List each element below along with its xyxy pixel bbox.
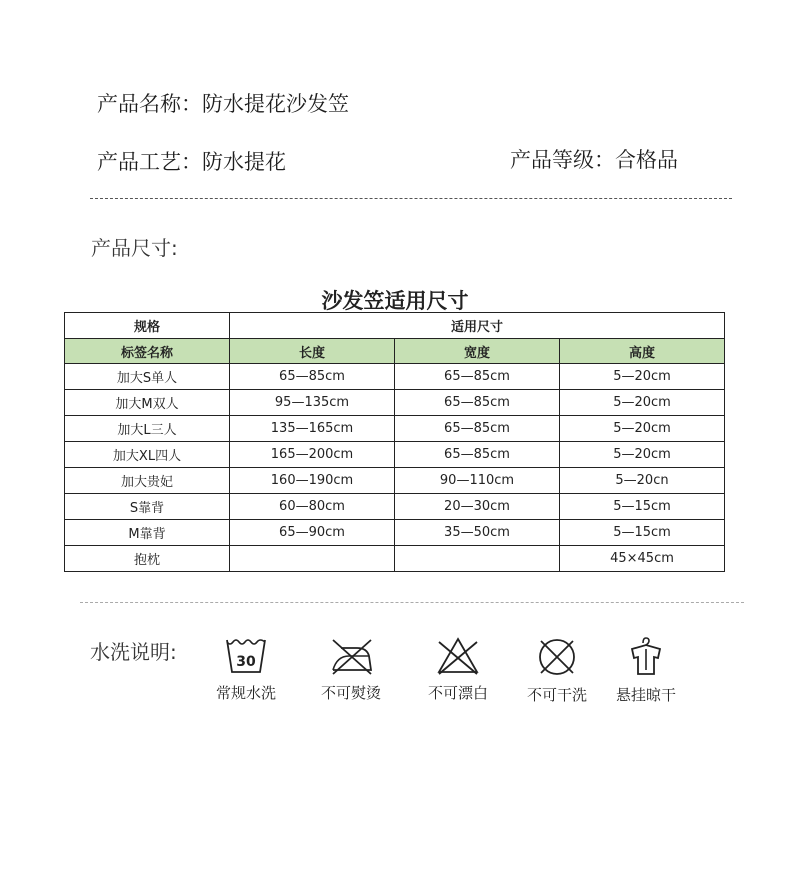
care-label-iron: 不可熨烫	[320, 684, 381, 702]
cell: 65—85cm	[395, 364, 560, 390]
col-header-width: 宽度	[395, 339, 560, 364]
product-grade: 产品等级：合格品	[510, 148, 678, 172]
size-table	[64, 312, 725, 572]
table-row	[65, 468, 725, 494]
table-row	[65, 364, 725, 390]
cell: 135—165cm	[230, 416, 395, 442]
cell: 35—50cm	[395, 520, 560, 546]
table-row	[65, 546, 725, 572]
care-label-wash: 常规水洗	[215, 684, 276, 702]
care-label-dryclean: 不可干洗	[526, 686, 587, 704]
table-header-row	[65, 313, 725, 339]
cell: 20—30cm	[395, 494, 560, 520]
cell: 65—85cm	[395, 390, 560, 416]
divider-bottom	[80, 602, 744, 603]
cell: 5—20cn	[560, 468, 725, 494]
cell: 5—20cm	[560, 390, 725, 416]
table-row	[65, 494, 725, 520]
care-label-hangdry: 悬挂晾干	[615, 686, 676, 704]
cell: 65—85cm	[395, 442, 560, 468]
table-subheader-row	[65, 339, 725, 364]
care-label-bleach: 不可漂白	[427, 684, 488, 702]
table-row	[65, 442, 725, 468]
cell: 65—85cm	[230, 364, 395, 390]
product-craft: 产品工艺：防水提花	[97, 150, 286, 174]
cell: 65—85cm	[395, 416, 560, 442]
product-name: 产品名称：防水提花沙发笠	[97, 92, 349, 116]
table-row	[65, 390, 725, 416]
cell: 160—190cm	[230, 468, 395, 494]
wash-30-icon	[224, 636, 268, 676]
col-header-label: 标签名称	[65, 339, 230, 364]
no-dry-clean-icon	[535, 636, 579, 678]
divider-top	[90, 198, 732, 199]
care-item-dryclean	[512, 636, 602, 705]
cell: 45×45cm	[560, 546, 725, 572]
cell: 5—20cm	[560, 442, 725, 468]
col-header-height: 高度	[560, 339, 725, 364]
cell: 加大贵妃	[65, 468, 230, 494]
cell: 抱枕	[65, 546, 230, 572]
wash-temp-text: 30	[236, 654, 256, 670]
cell	[230, 546, 395, 572]
cell: S靠背	[65, 494, 230, 520]
cell	[395, 546, 560, 572]
table-title: 沙发笠适用尺寸	[321, 289, 469, 313]
cell: 加大M双人	[65, 390, 230, 416]
hang-dry-icon	[624, 636, 668, 678]
cell: 95—135cm	[230, 390, 395, 416]
no-iron-icon	[327, 636, 375, 676]
care-item-hangdry	[601, 636, 691, 705]
care-section-label: 水洗说明:	[90, 640, 177, 664]
cell: 5—15cm	[560, 494, 725, 520]
cell: 5—15cm	[560, 520, 725, 546]
size-section-label: 产品尺寸:	[91, 236, 178, 260]
cell: M靠背	[65, 520, 230, 546]
cell: 60—80cm	[230, 494, 395, 520]
table-row	[65, 416, 725, 442]
col-header-length: 长度	[230, 339, 395, 364]
care-item-bleach	[413, 636, 503, 703]
cell: 90—110cm	[395, 468, 560, 494]
applicable-header: 适用尺寸	[230, 313, 725, 339]
cell: 加大S单人	[65, 364, 230, 390]
care-item-iron	[306, 636, 396, 703]
care-item-wash	[201, 636, 291, 703]
cell: 加大L三人	[65, 416, 230, 442]
spec-header: 规格	[65, 313, 230, 339]
cell: 165—200cm	[230, 442, 395, 468]
cell: 5—20cm	[560, 416, 725, 442]
cell: 5—20cm	[560, 364, 725, 390]
table-row	[65, 520, 725, 546]
cell: 65—90cm	[230, 520, 395, 546]
no-bleach-icon	[436, 636, 480, 676]
cell: 加大XL四人	[65, 442, 230, 468]
